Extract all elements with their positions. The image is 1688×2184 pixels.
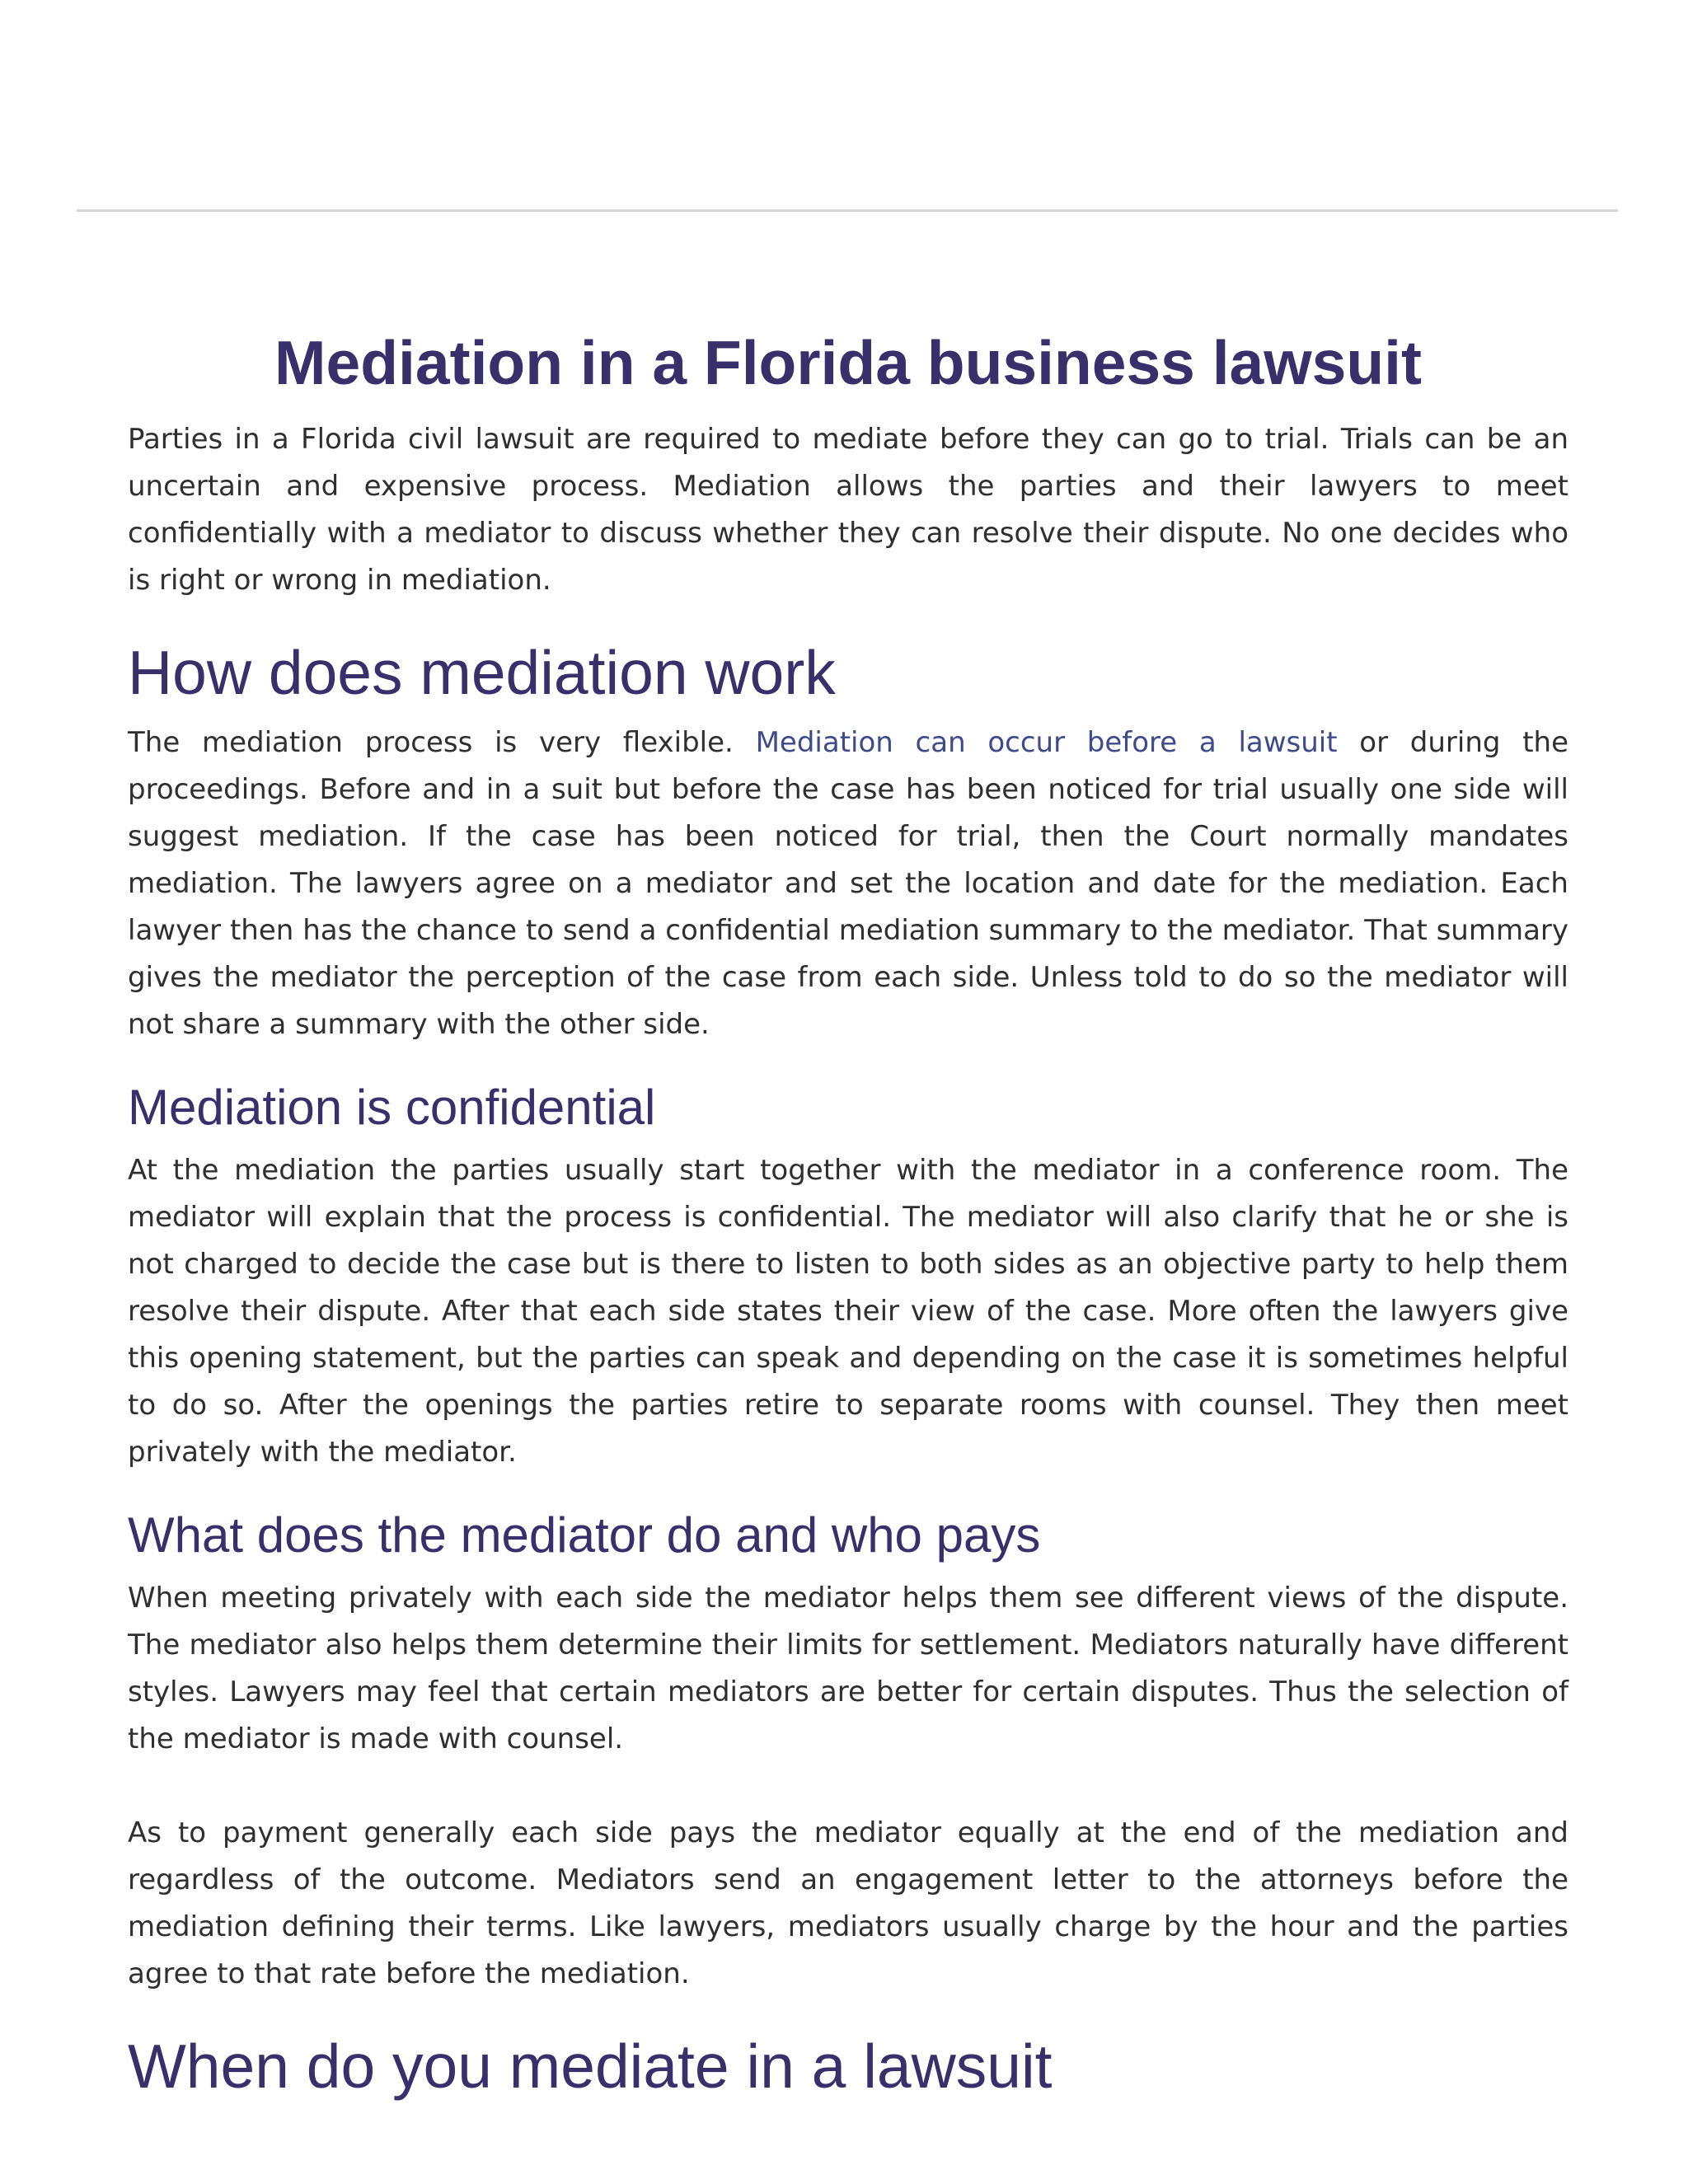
- payment-paragraph: As to payment generally each side pays the mediator equally at the end of the mediation and regardless of the outcome. Mediators send an engagement letter to the attorneys before the mediation defining their terms. Like lawyers, mediators usually charge by the hour and the parties agree to that rate before the mediation.: [128, 1816, 1568, 1990]
- header-divider: [77, 209, 1618, 212]
- mediation-before-lawsuit-link[interactable]: Mediation can occur before a lawsuit: [755, 726, 1338, 759]
- section-heading-mediator-role-payment: What does the mediator do and who pays: [128, 1507, 1041, 1563]
- section-heading-how-mediation-works: How does mediation work: [128, 638, 836, 707]
- intro-paragraph: Parties in a Florida civil lawsuit are required to mediate before they can go to trial. Trials can be an uncertain and expensive process. Mediation allows the parties and their lawyers to meet confidentially with a mediator to discuss whether they can resolve their dispute. No one decides who is right or wrong in mediation.: [128, 423, 1568, 597]
- section-heading-confidential: Mediation is confidential: [128, 1080, 656, 1135]
- paragraph-text: The mediation process is very flexible.: [128, 726, 756, 759]
- mediator-role-paragraph: When meeting privately with each side the mediator helps them see different views of the dispute. The mediator also helps them determine their limits for settlement. Mediators naturally have different styles. Lawyers may feel that certain mediators are better for certain disputes. Thus the selection of the mediator is made with counsel.: [128, 1582, 1568, 1755]
- page-title: Mediation in a Florida business lawsuit: [274, 328, 1422, 397]
- paragraph-text: or during the proceedings. Before and in a suit but before the case has been noticed for trial usually one side will suggest mediation. If the case has been noticed for trial, then the Court normally mandates mediation. The lawyers agree on a mediator and set the location and date for the mediation. Each lawyer then has the chance to send a confidential mediation summary to the mediator. That summary gives the mediator the perception of the case from each side. Unless told to do so the mediator will not share a summary with the other side.: [128, 726, 1569, 1041]
- how-mediation-works-paragraph: [128, 719, 1568, 1048]
- article: [128, 326, 1568, 2113]
- section-heading-when-to-mediate: When do you mediate in a lawsuit: [128, 2032, 1053, 2101]
- confidential-paragraph: At the mediation the parties usually start together with the mediator in a conference room. The mediator will explain that the process is confidential. The mediator will also clarify that he or she is not charged to decide the case but is there to listen to both sides as an objective party to help them resolve their dispute. After that each side states their view of the case. More often the lawyers give this opening statement, but the parties can speak and depending on the case it is sometimes helpful to do so. After the openings the parties retire to separate rooms with counsel. They then meet privately with the mediator.: [128, 1154, 1568, 1469]
